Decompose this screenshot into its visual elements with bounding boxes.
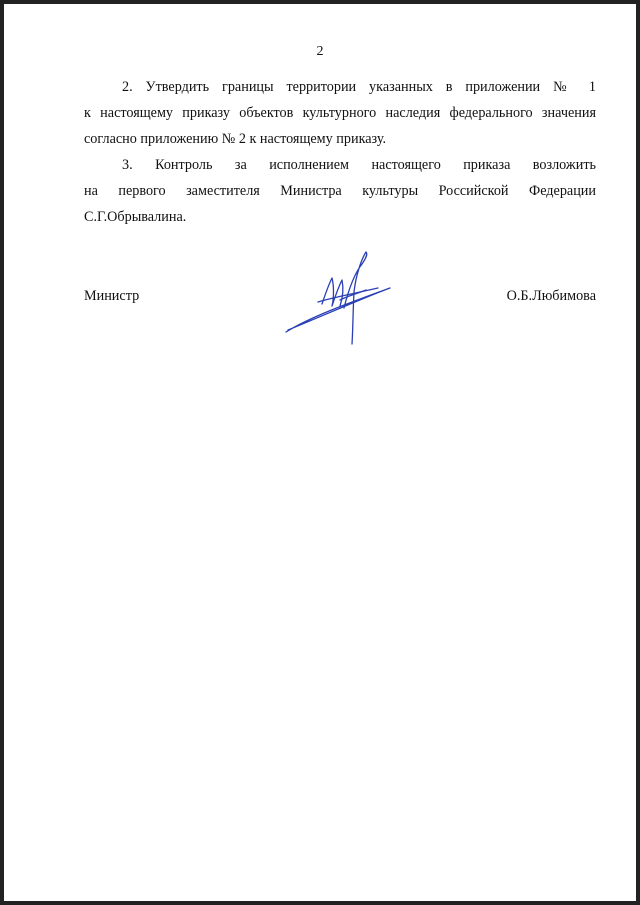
paragraph-item-2 — [84, 74, 596, 152]
document-body — [84, 74, 596, 230]
page-number: 2 — [316, 44, 324, 59]
paragraph-line: согласно приложению № 2 к настоящему приказу. — [84, 131, 387, 147]
signatory-title: Министр — [84, 288, 140, 304]
paragraph-line: 3. Контроль за исполнением настоящего приказа возложить — [122, 157, 596, 173]
handwritten-signature — [282, 244, 398, 348]
signatory-name: О.Б.Любимова — [506, 288, 596, 304]
paragraph-line: на первого заместителя Министра культуры Российской Федерации — [84, 183, 596, 199]
paragraph-line: 2. Утвердить границы территории указанных в приложении № 1 — [122, 79, 596, 95]
paragraph-line: к настоящему приказу объектов культурного наследия федерального значения — [84, 105, 596, 121]
paragraph-item-3 — [84, 152, 596, 230]
paragraph-line: С.Г.Обрывалина. — [84, 209, 187, 225]
